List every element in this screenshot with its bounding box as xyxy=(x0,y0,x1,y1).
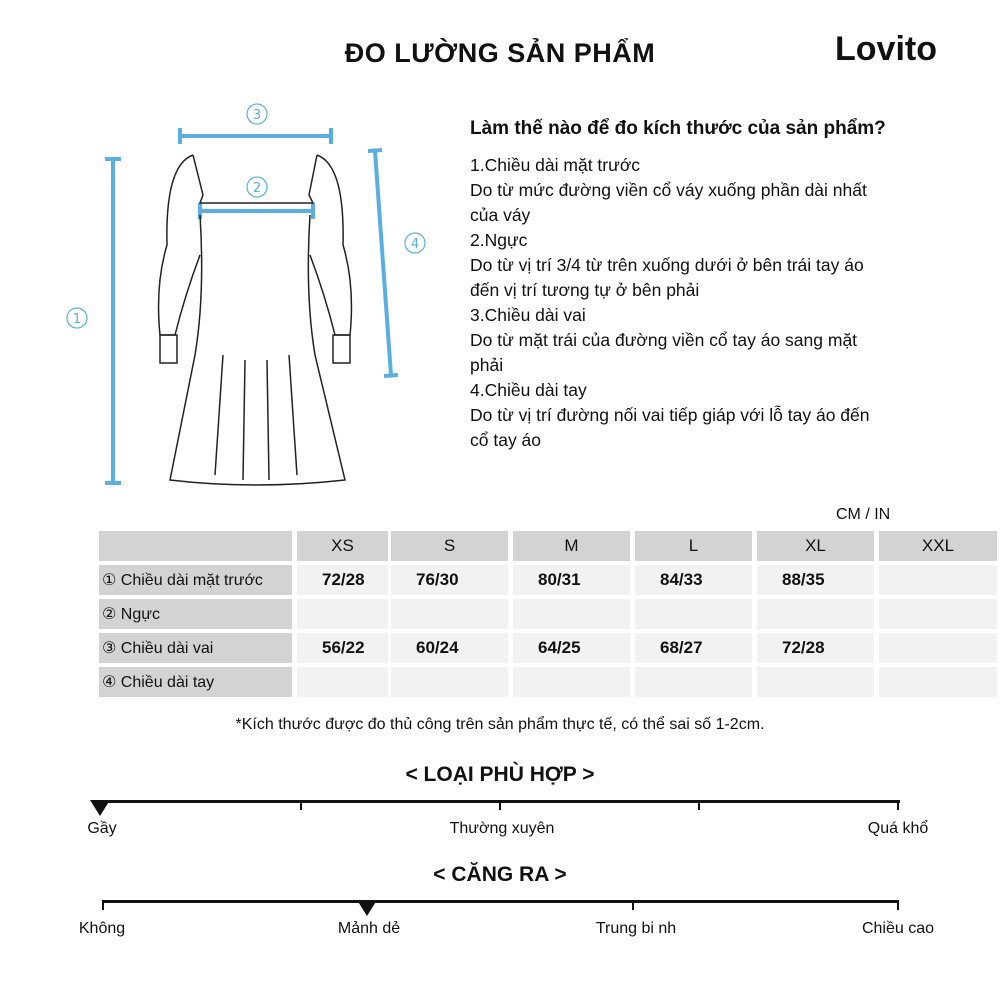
table-cell xyxy=(297,667,388,697)
fit-label: Gầy xyxy=(87,820,117,837)
instruction-line: đến vị trí tương tự ở bên phải xyxy=(470,280,700,300)
table-cell: 84/33 xyxy=(635,565,752,595)
fit-tick xyxy=(300,800,302,810)
unit-label: CM / IN xyxy=(836,506,891,523)
row-label: ④ Chiều dài tay xyxy=(99,667,292,697)
brand-logo: Lovito xyxy=(835,30,937,68)
row-label: ③ Chiều dài vai xyxy=(99,633,292,663)
table-cell xyxy=(391,599,508,629)
table-cell xyxy=(879,599,997,629)
instruction-line: Do từ vị trí 3/4 từ trên xuống dưới ở bên trái tay áo xyxy=(470,255,864,275)
table-cell: 72/28 xyxy=(297,565,388,595)
stretch-marker-icon xyxy=(357,900,377,916)
size-header: XXL xyxy=(879,531,997,561)
table-cell xyxy=(879,565,997,595)
svg-text:3: 3 xyxy=(252,108,262,123)
fit-marker-icon xyxy=(90,800,110,816)
fit-tick xyxy=(499,800,501,810)
instruction-line: Do từ mức đường viền cổ váy xuống phần dài nhất xyxy=(470,180,867,200)
instruction-line: cổ tay áo xyxy=(470,430,542,450)
table-cell: 56/22 xyxy=(297,633,388,663)
table-cell: 76/30 xyxy=(391,565,508,595)
sleeve-line xyxy=(375,151,391,375)
stretch-scale-title: < CĂNG RA > xyxy=(433,863,567,886)
row-label: ② Ngực xyxy=(99,599,292,629)
fit-scale-title: < LOẠI PHÙ HỢP > xyxy=(405,763,595,786)
table-cell xyxy=(513,667,630,697)
table-cell: 88/35 xyxy=(757,565,874,595)
size-header: XS xyxy=(297,531,388,561)
instruction-line: 2.Ngực xyxy=(470,230,528,250)
table-corner-cell xyxy=(99,531,292,561)
table-cell xyxy=(635,599,752,629)
table-cell: 60/24 xyxy=(391,633,508,663)
table-cell xyxy=(879,667,997,697)
svg-text:1: 1 xyxy=(72,312,82,327)
size-header: M xyxy=(513,531,630,561)
table-cell xyxy=(297,599,388,629)
instruction-line: 4.Chiều dài tay xyxy=(470,380,587,400)
dress-outline xyxy=(159,155,352,485)
table-cell: 72/28 xyxy=(757,633,874,663)
fit-tick xyxy=(698,800,700,810)
table-cell: 80/31 xyxy=(513,565,630,595)
fit-label: Thường xuyên xyxy=(449,820,555,837)
stretch-label: Trung bi nh xyxy=(595,920,677,937)
table-cell xyxy=(513,599,630,629)
table-cell xyxy=(391,667,508,697)
stretch-scale-bar xyxy=(102,900,899,903)
page-title: ĐO LƯỜNG SẢN PHẨM xyxy=(344,38,656,68)
instruction-line: của váy xyxy=(470,205,531,225)
instruction-line: Do từ vị trí đường nối vai tiếp giáp với lỗ tay áo đến xyxy=(470,405,870,425)
size-header: S xyxy=(391,531,508,561)
svg-text:2: 2 xyxy=(252,181,262,196)
stretch-label: Chiều cao xyxy=(861,920,935,937)
instruction-line: 3.Chiều dài vai xyxy=(470,305,586,325)
stretch-label: Không xyxy=(78,920,126,937)
fit-tick xyxy=(897,800,899,810)
stretch-tick xyxy=(632,900,634,910)
instructions-heading: Làm thế nào để đo kích thước của sản phẩm? xyxy=(470,118,886,139)
table-cell xyxy=(757,667,874,697)
table-cell: 64/25 xyxy=(513,633,630,663)
stretch-tick xyxy=(102,900,104,910)
stretch-label: Mảnh dẻ xyxy=(337,920,401,937)
table-cell xyxy=(635,667,752,697)
stretch-tick xyxy=(897,900,899,910)
fit-label: Quá khổ xyxy=(867,820,929,837)
size-header: L xyxy=(635,531,752,561)
table-cell xyxy=(757,599,874,629)
table-cell: 68/27 xyxy=(635,633,752,663)
measurement-note: *Kích thước được đo thủ công trên sản phẩm thực tế, có thể sai số 1-2cm. xyxy=(235,716,765,733)
row-label: ① Chiều dài mặt trước xyxy=(99,565,292,595)
instruction-line: 1.Chiều dài mặt trước xyxy=(470,155,641,175)
size-header: XL xyxy=(757,531,874,561)
instruction-line: Do từ mặt trái của đường viền cổ tay áo sang mặt xyxy=(470,330,858,350)
svg-text:4: 4 xyxy=(410,237,420,252)
dress-measurement-diagram xyxy=(55,95,455,495)
table-cell xyxy=(879,633,997,663)
instruction-line: phải xyxy=(470,355,504,375)
